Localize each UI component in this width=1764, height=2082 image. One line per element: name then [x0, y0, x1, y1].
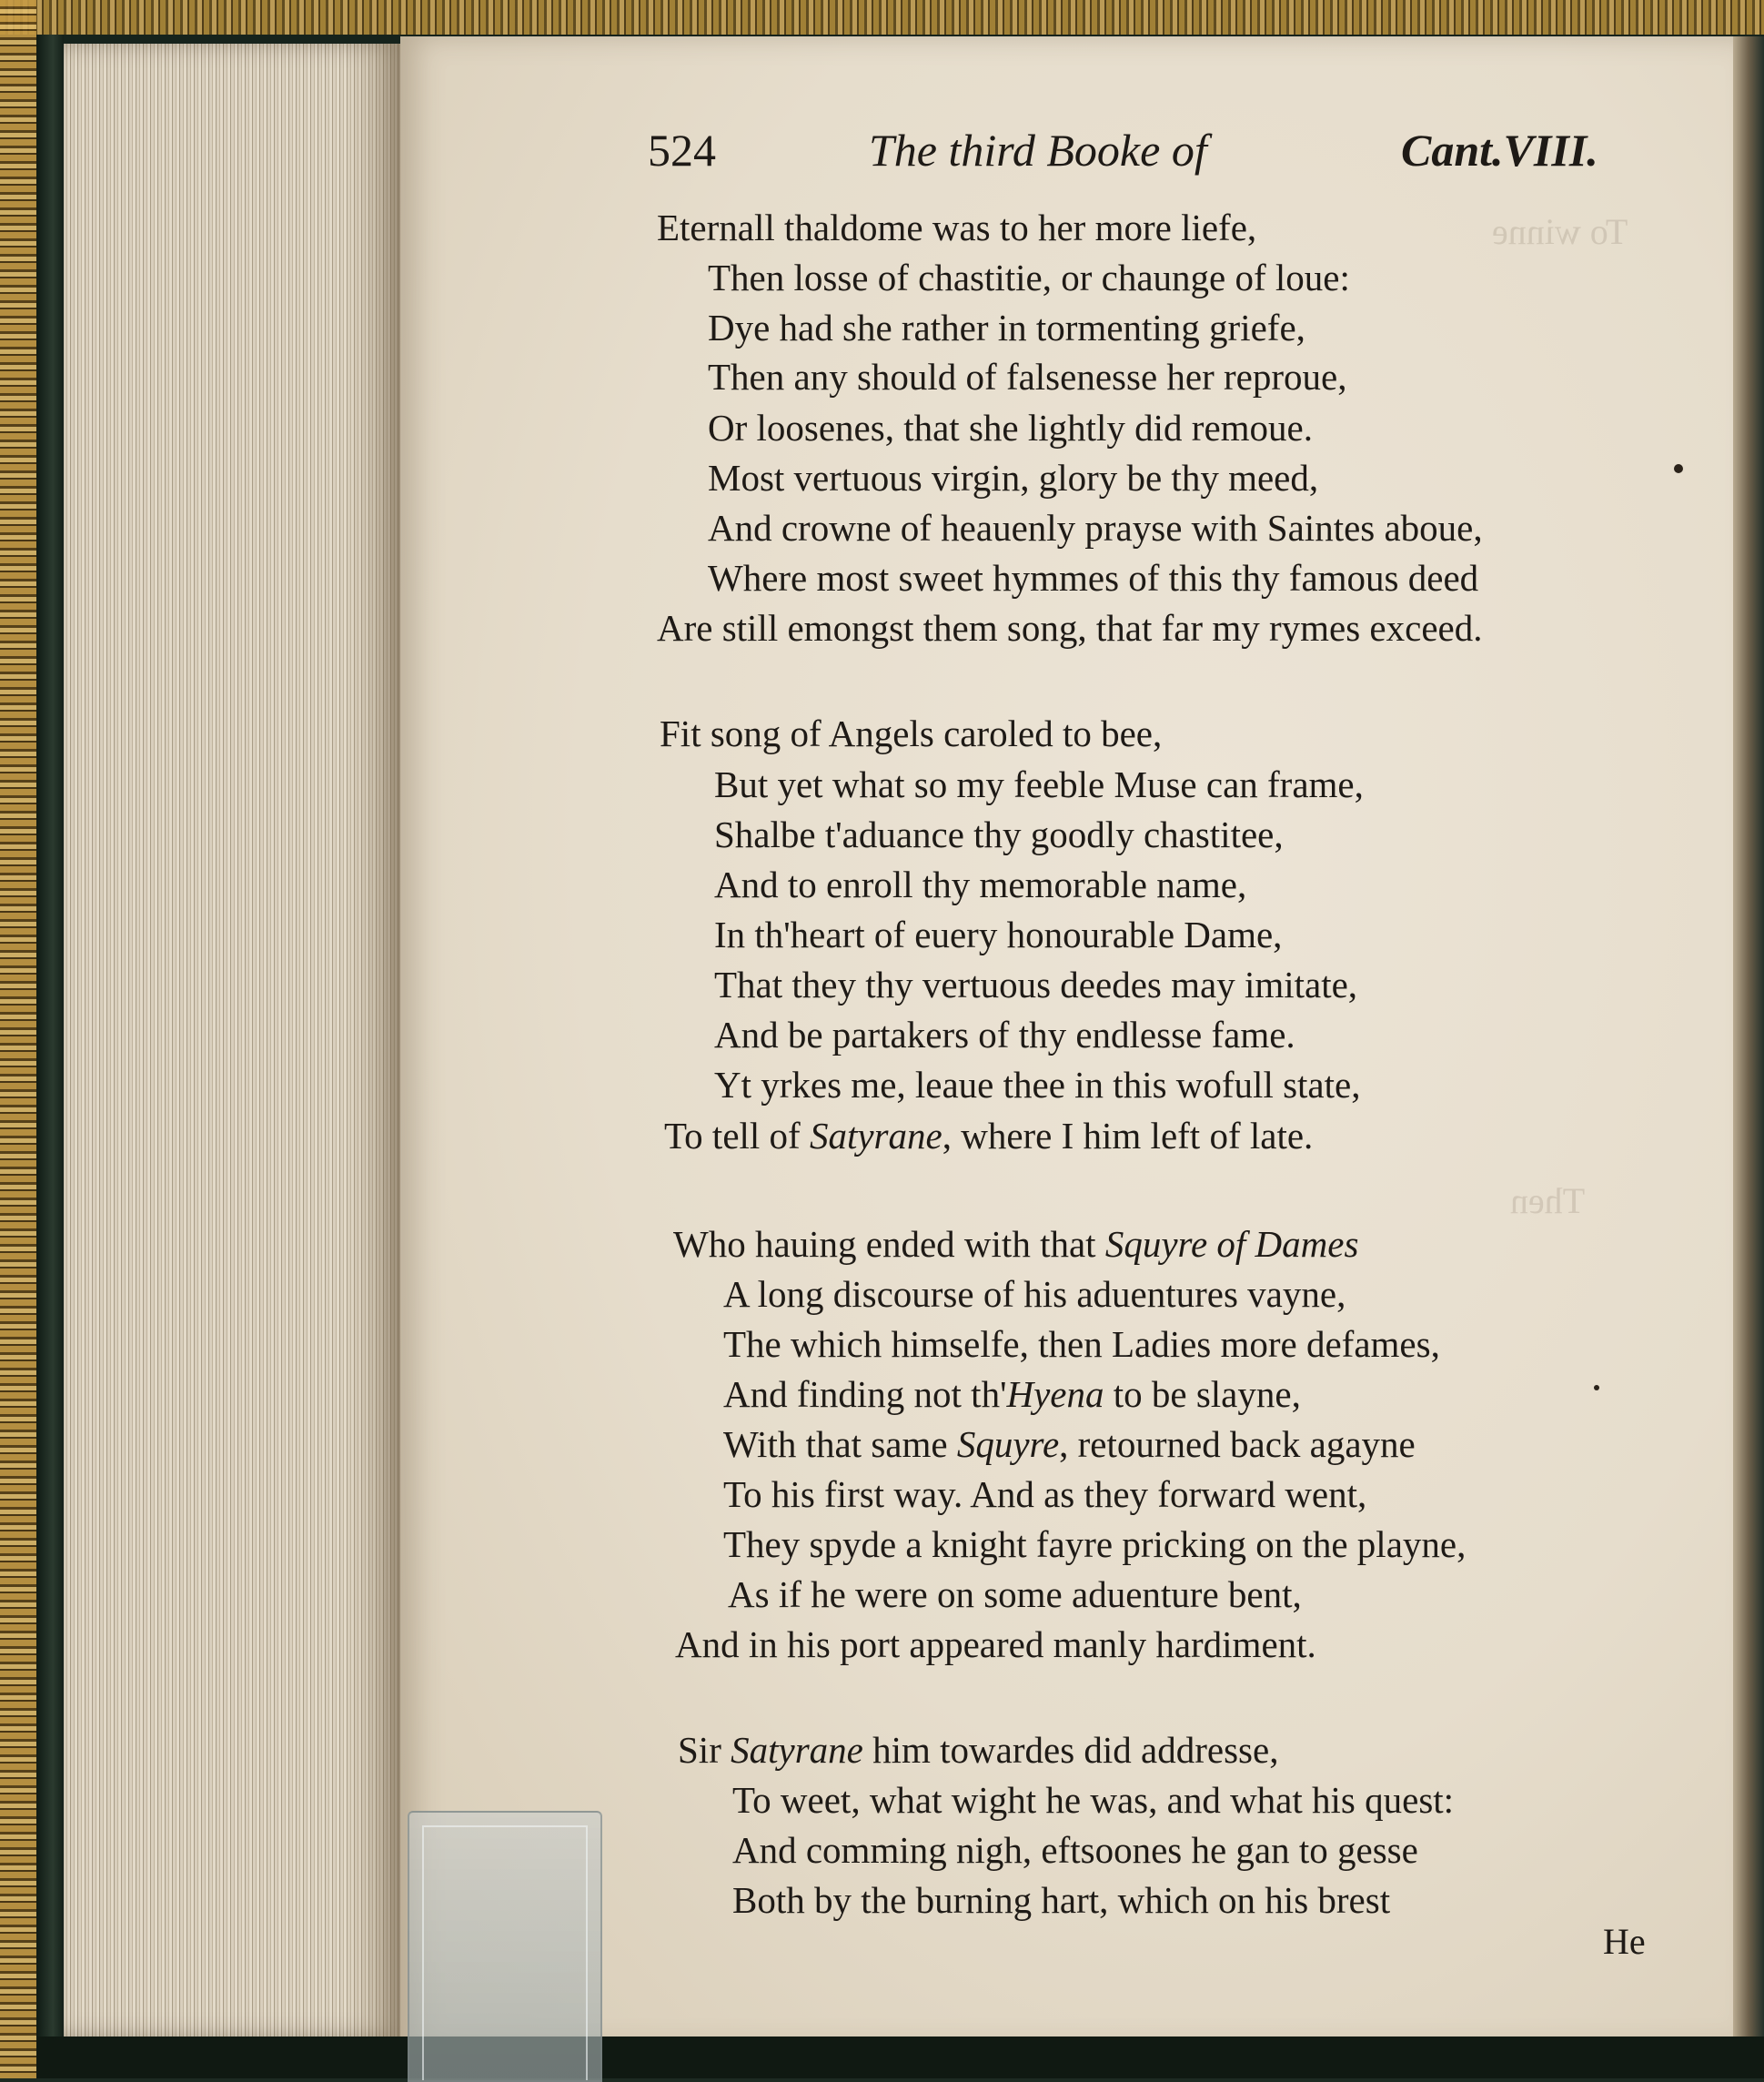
verse-text: And finding not th' [723, 1373, 1007, 1415]
verse-italic-name: Squyre [956, 1423, 1060, 1465]
verse-line: Where most sweet hymmes of this thy famous deed [708, 557, 1479, 599]
verse-text: With that same [723, 1423, 957, 1465]
verse-text: to be slayne, [1104, 1373, 1301, 1415]
verse-line: That they thy vertuous deedes may imitate, [714, 964, 1358, 1006]
verse-italic-name: Hyena [1006, 1373, 1104, 1415]
verse-line: In th'heart of euery honourable Dame, [714, 914, 1283, 955]
verse-line: Fit song of Angels caroled to bee, [660, 713, 1163, 754]
verse-line: As if he were on some aduenture bent, [728, 1573, 1302, 1615]
verse-line: Or loosenes, that she lightly did remoue. [708, 407, 1313, 449]
verse-line: And comming nigh, eftsoones he gan to gesse [732, 1829, 1418, 1871]
running-title: The third Booke of [869, 125, 1207, 176]
verse-line: Are still emongst them song, that far my rymes exceed. [657, 607, 1483, 649]
ink-speck [1594, 1385, 1599, 1390]
verse-line: Most vertuous virgin, glory be thy meed, [708, 457, 1319, 499]
verse-text: To tell of [664, 1115, 810, 1157]
verse-line: To weet, what wight he was, and what his quest: [732, 1779, 1455, 1821]
verse-line: And in his port appeared manly hardiment. [675, 1623, 1316, 1665]
verse-line: And crowne of heauenly prayse with Saintes aboue, [708, 507, 1483, 549]
verse-line: Dye had she rather in tormenting griefe, [708, 307, 1305, 349]
verse-line: Then losse of chastitie, or chaunge of loue: [708, 257, 1350, 298]
page-weight-holder [408, 1811, 602, 2082]
verse-italic-name: Squyre of Dames [1104, 1223, 1359, 1265]
verse-line [664, 1117, 1313, 1155]
verse-text: , retourned back agayne [1059, 1423, 1416, 1465]
verse-line [723, 1373, 1301, 1415]
verse-line [723, 1423, 1416, 1465]
verse-line: The which himselfe, then Ladies more defames, [723, 1323, 1440, 1365]
show-through: Then [1510, 1180, 1586, 1221]
verse-line: And to enroll thy memorable name, [714, 864, 1247, 905]
show-through: To winne [1492, 211, 1628, 252]
verse-line [678, 1729, 1279, 1771]
verse-line: But yet what so my feeble Muse can frame, [714, 763, 1364, 805]
verse-text: Who hauing ended with that [673, 1223, 1105, 1265]
verse-italic-name: Satyrane [809, 1115, 942, 1157]
verse-line: To his first way. And as they forward went, [723, 1473, 1367, 1515]
verse-line: Shalbe t'aduance thy goodly chastitee, [714, 814, 1284, 855]
canto-number: Cant.VIII. [1401, 125, 1598, 176]
verse-line: Eternall thaldome was to her more liefe, [657, 207, 1257, 248]
catchword: He [1603, 1921, 1646, 1962]
verse-text: , where I him left of late. [942, 1115, 1314, 1157]
verse-line [673, 1223, 1359, 1265]
verse-italic-name: Satyrane [731, 1729, 863, 1771]
verse-line: They spyde a knight fayre pricking on the playne, [723, 1523, 1467, 1565]
verse-line: Then any should of falsenesse her reproue, [708, 356, 1347, 398]
verse-line: A long discourse of his aduentures vayne, [723, 1273, 1346, 1315]
verse-line: And be partakers of thy endlesse fame. [714, 1014, 1295, 1056]
verse-text: him towardes did addresse, [862, 1729, 1279, 1771]
verse-line: Both by the burning hart, which on his brest [732, 1879, 1391, 1921]
verse-text: Sir [678, 1729, 731, 1771]
page-number: 524 [648, 125, 716, 176]
verse-line: Yt yrkes me, leaue thee in this wofull state, [714, 1064, 1361, 1106]
ink-speck [1674, 464, 1683, 473]
